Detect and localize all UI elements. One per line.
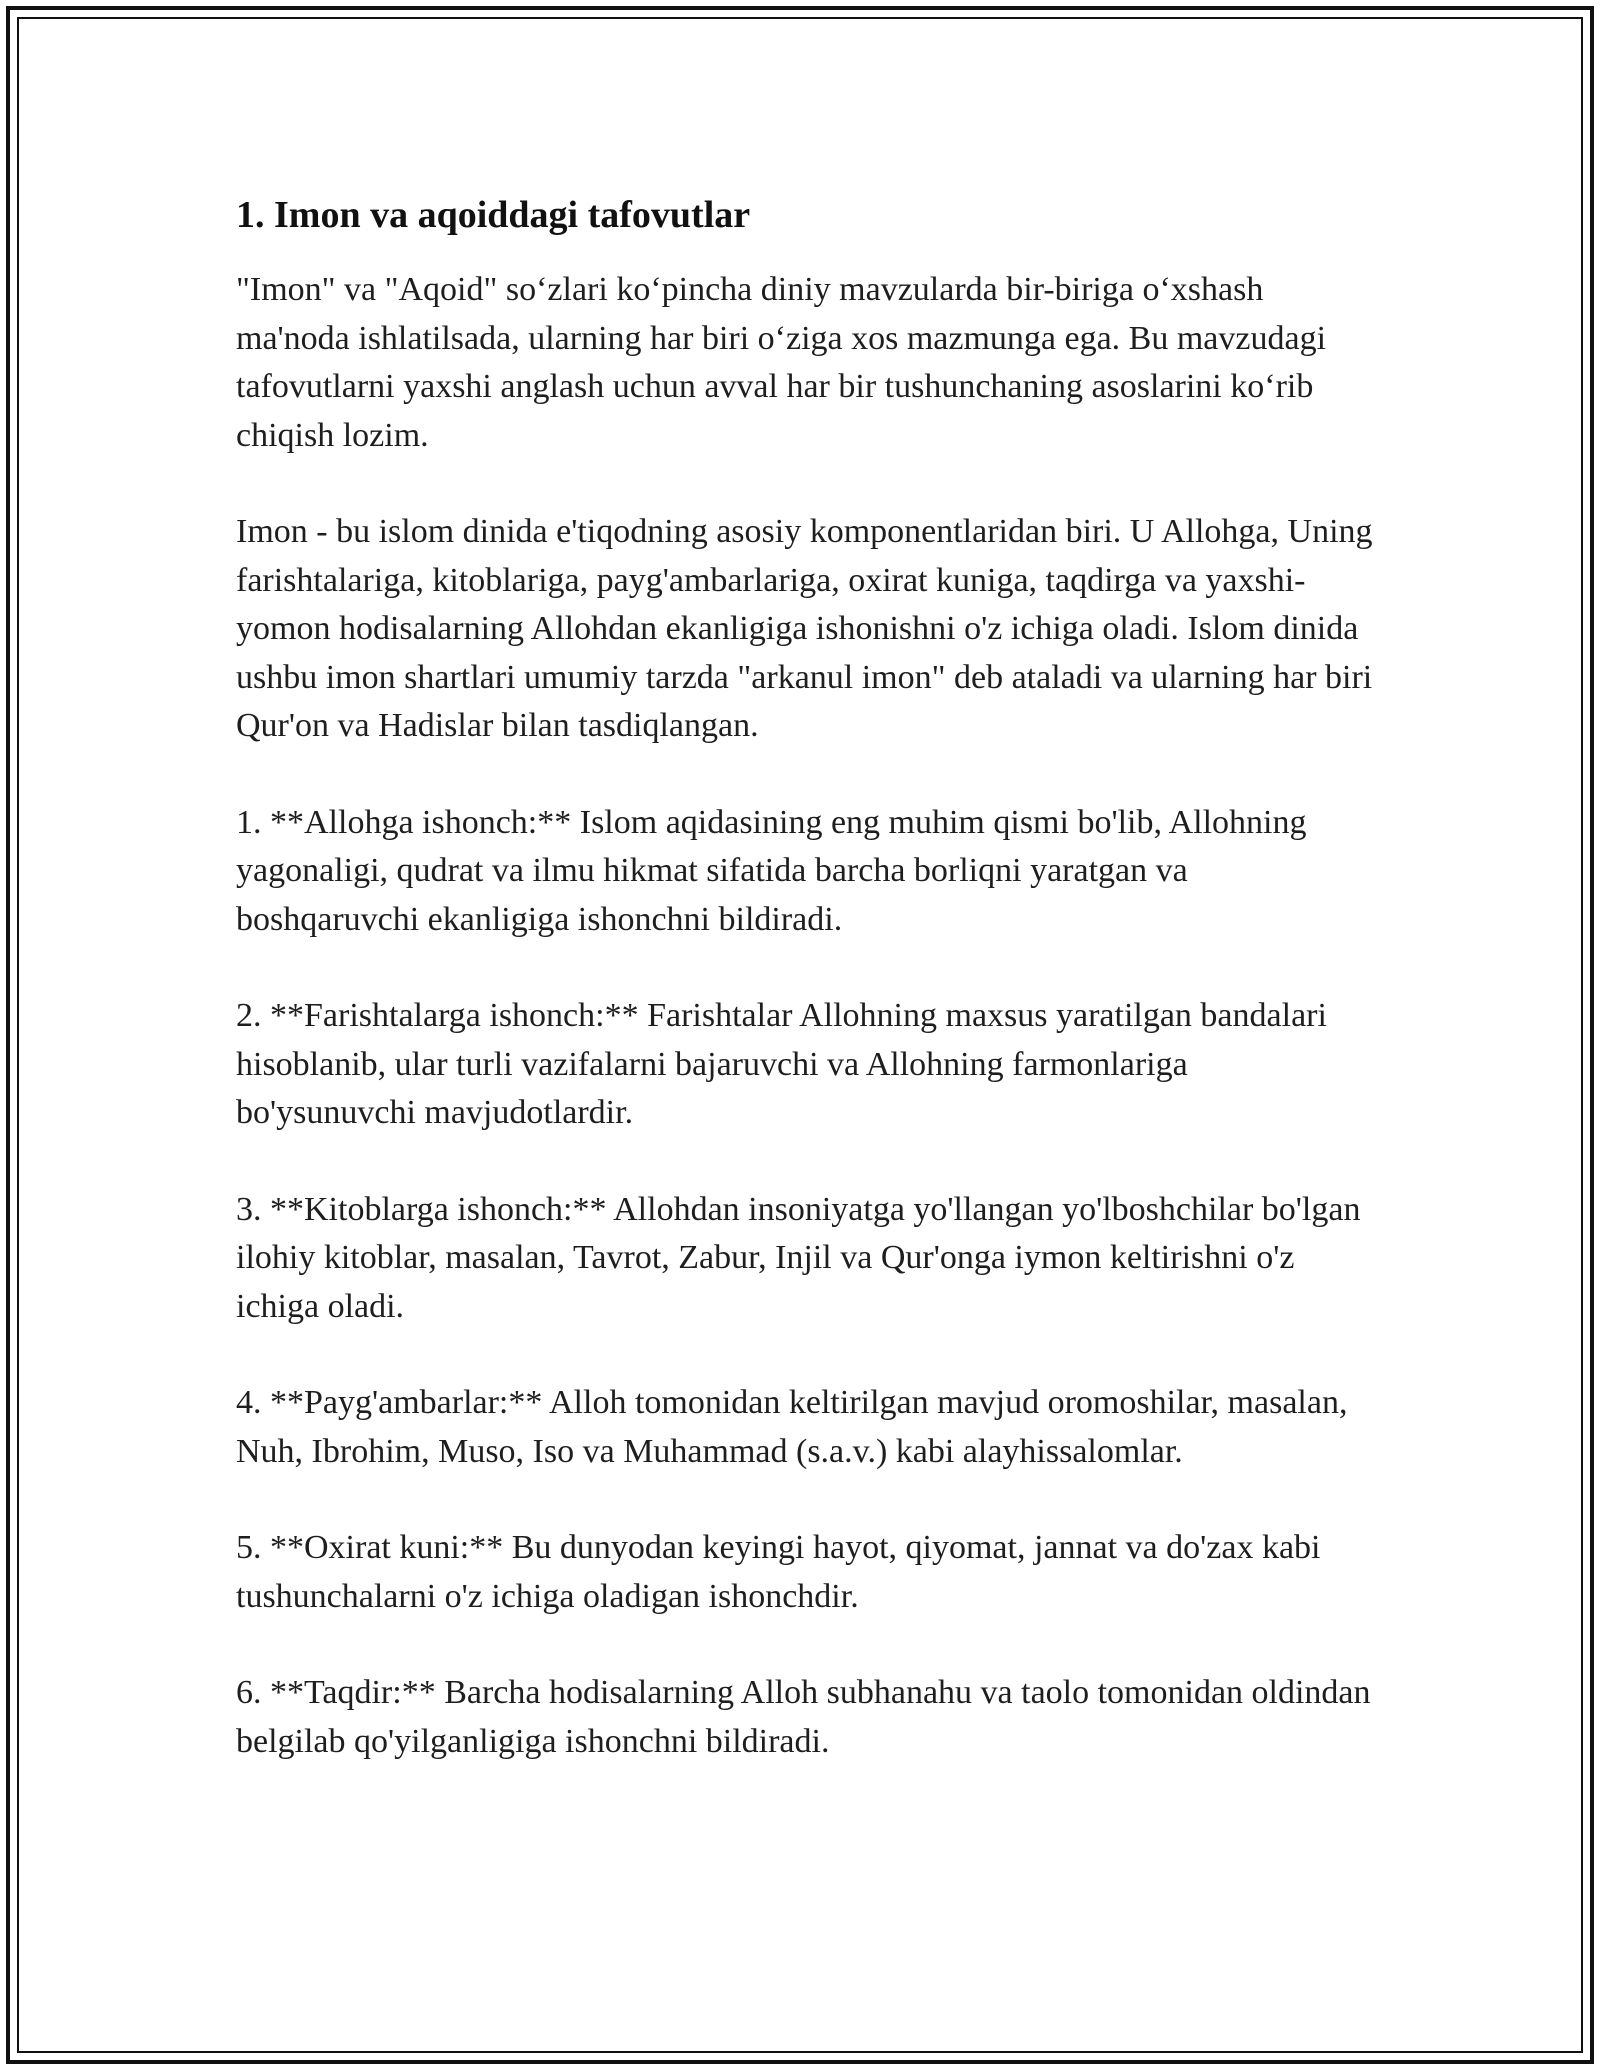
list-item-oxirat-kuni: 5. **Oxirat kuni:** Bu dunyodan keyingi hayot, qiyomat, jannat va do'zax kabi tushunchalarni o'z ichiga oladigan ishonchdir. xyxy=(236,1529,1321,1615)
list-item-allohga-ishonch: 1. **Allohga ishonch:** Islom aqidasining eng muhim qismi bo'lib, Allohning yagonaligi, qudrat va ilmu hikmat sifatida barcha borliqni yaratgan va boshqaruvchi ekanligiga ishonchni bildiradi. xyxy=(236,803,1307,938)
intro-paragraph: "Imon" va "Aqoid" so‘zlari ko‘pincha diniy mavzularda bir-biriga o‘xshash ma'noda ishlatilsada, ularning har biri o‘ziga xos mazmunga ega. Bu mavzudagi tafovutlarni yaxshi anglash uchun avval har bir tushunchaning asoslarini ko‘rib chiqish lozim. xyxy=(236,271,1327,454)
document-page xyxy=(236,190,1376,1814)
imon-definition-paragraph: Imon - bu islom dinida e'tiqodning asosiy komponentlaridan biri. U Allohga, Uning farishtalariga, kitoblariga, payg'ambarlariga, oxirat kuniga, taqdirga va yaxshi-yomon hodisalarning Allohdan ekanligiga ishonishni o'z ichiga oladi. Islom dinida ushbu imon shartlari umumiy tarzda "arkanul imon" deb ataladi va ularning har biri Qur'on va Hadislar bilan tasdiqlangan. xyxy=(236,513,1373,744)
section-heading: 1. Imon va aqoiddagi tafovutlar xyxy=(236,194,751,236)
list-item-kitoblarga-ishonch: 3. **Kitoblarga ishonch:** Allohdan insoniyatga yo'llangan yo'lboshchilar bo'lgan ilohiy kitoblar, masalan, Tavrot, Zabur, Injil va Qur'onga iymon keltirishni o'z ichiga oladi. xyxy=(236,1190,1361,1325)
list-item-taqdir: 6. **Taqdir:** Barcha hodisalarning Alloh subhanahu va taolo tomonidan oldindan belgilab qo'yilganligiga ishonchni bildiradi. xyxy=(236,1674,1371,1760)
list-item-farishtalarga-ishonch: 2. **Farishtalarga ishonch:** Farishtalar Allohning maxsus yaratilgan bandalari hisoblanib, ular turli vazifalarni bajaruvchi va Allohning farmonlariga bo'ysunuvchi mavjudotlardir. xyxy=(236,997,1327,1131)
list-item-paygambarlar: 4. **Payg'ambarlar:** Alloh tomonidan keltirilgan mavjud oromoshilar, masalan, Nuh, Ibrohim, Muso, Iso va Muhammad (s.a.v.) kabi alayhissalomlar. xyxy=(236,1384,1348,1470)
